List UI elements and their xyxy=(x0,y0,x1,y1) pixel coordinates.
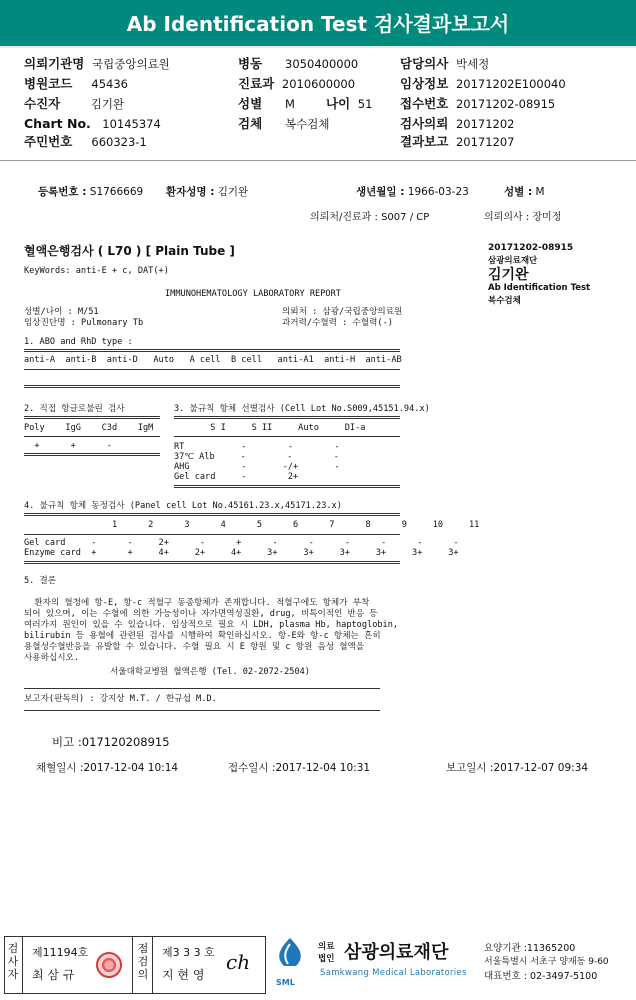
section4-rule-top xyxy=(24,513,400,516)
report-title: Ab Identification Test 검사결과보고서 xyxy=(0,0,636,48)
header-mid-0: 병동 3050400000 xyxy=(238,56,359,71)
label-org: 삼광의료재단 xyxy=(488,256,538,266)
label-name: 김기완 xyxy=(488,267,529,283)
sig-divider-3 xyxy=(152,936,153,994)
reviewer-signature: ch xyxy=(226,950,251,974)
client-org: 의뢰처 : 삼광/국립중앙의료원 xyxy=(282,307,403,317)
reporter-rule-bottom xyxy=(24,710,380,711)
section4-gel-row: Gel card - - 2+ - + - - - - - - xyxy=(24,538,459,548)
section2-header: Poly IgG C3d IgM xyxy=(24,423,154,433)
section4-title: 4. 불규칙 항체 동정검사 (Panel cell Lot No.45161.23.x,45171.23.x) xyxy=(24,501,342,511)
reviewer-license: 제3 3 3 호 xyxy=(162,946,215,959)
conclusion-line-3: 여러가지 원인이 있을 수 있습니다. 임상적으로 필요 시 LDH, plasma Hb, haptoglobin, xyxy=(24,620,399,630)
org-type-2: 법인 xyxy=(318,954,335,964)
section2-rule-bottom xyxy=(24,453,160,456)
section3-rule-mid xyxy=(174,436,400,437)
reporter-rule-top xyxy=(24,688,380,689)
org-english-name: Samkwang Medical Laboratories xyxy=(320,968,467,978)
header-mid-2: 성별 M xyxy=(238,96,295,111)
examiner-name: 최 삼 규 xyxy=(32,968,75,982)
examiner-license: 제11194호 xyxy=(32,946,89,959)
conclusion-line-5: 용혈성수혈반응을 유발할 수 있습니다. 수혈 필요 시 E 항원 및 c 항원 음성 혈액을 xyxy=(24,642,365,652)
section3-title: 3. 불규칙 항체 선별검사 (Cell Lot No.S009,45151.94.x) xyxy=(174,404,430,414)
remark: 비고 :017120208915 xyxy=(52,735,170,749)
header-right-1: 임상정보 20171202E100040 xyxy=(400,76,566,91)
header-right-3: 검사의뢰 20171202 xyxy=(400,116,515,131)
section4-rule-bottom xyxy=(24,561,400,564)
section3-row-gel: Gel card - 2+ xyxy=(174,472,299,482)
section1-rule-bottom xyxy=(24,385,400,388)
conclusion-line-6: 사용하십시오. xyxy=(24,653,79,663)
header-mid-1: 진료과 2010600000 xyxy=(238,76,356,91)
care-code: 요양기관 :11365200 xyxy=(484,943,576,954)
section2-title: 2. 직접 항글로불린 검사 xyxy=(24,404,125,414)
org-logo-icon xyxy=(270,936,310,980)
section5-title: 5. 결론 xyxy=(24,576,57,586)
label-number: 20171202-08915 xyxy=(488,243,574,253)
header-left-3: Chart No. 10145374 xyxy=(24,116,161,131)
header-mid-3: 검체 복수검체 xyxy=(238,116,330,131)
section3-row-ahg: AHG - -/+ - xyxy=(174,462,340,472)
section1-header: anti-A anti-B anti-D Auto A cell B cell anti-A1 anti-H anti-AB xyxy=(24,355,402,365)
hospital-line: 서울대학교병원 혈액은행 (Tel. 02-2072-2504) xyxy=(110,667,310,677)
header-left-2: 수진자 김기완 xyxy=(24,96,125,111)
section1-rule-top xyxy=(24,349,400,352)
section2-rule-top xyxy=(24,416,160,419)
patient-sex: 성별 : M xyxy=(504,186,545,198)
sig-divider-2 xyxy=(132,936,133,994)
header-right-0: 담당의사 박세정 xyxy=(400,56,490,71)
receive-time: 접수일시 :2017-12-04 10:31 xyxy=(228,762,371,774)
birth-date: 생년월일 : 1966-03-23 xyxy=(356,186,469,198)
test-title: 혈액은행검사 ( L70 ) [ Plain Tube ] xyxy=(24,244,235,258)
transfusion-history: 과거력/수혈력 : 수혈력(-) xyxy=(282,318,393,328)
footer xyxy=(0,934,636,1000)
section3-row-alb: 37℃ Alb - - - xyxy=(174,452,339,462)
conclusion-line-4: bilirubin 등 용혈에 관련된 검사를 시행하여 확인하십시오. 항-E와 항-c 항체는 흔히 xyxy=(24,631,381,641)
section4-rule-mid xyxy=(24,534,400,535)
examiner-seal-icon xyxy=(96,952,122,978)
header-left-4: 주민번호 660323-1 xyxy=(24,134,147,149)
lab-report-title: IMMUNOHEMATOLOGY LABORATORY REPORT xyxy=(165,289,341,299)
org-address: 서울특별시 서초구 양재동 9-60 xyxy=(484,957,609,967)
header-age: 나이 51 xyxy=(326,96,373,111)
section2-rule-mid xyxy=(24,436,160,437)
reviewer-name: 지 현 영 xyxy=(162,968,205,982)
conclusion-line-1: 환자의 혈청에 항-E, 항-c 적혈구 동종항체가 존재합니다. 적혈구에도 항체가 부착 xyxy=(24,598,370,608)
sex-age: 성별/나이 : M/51 xyxy=(24,307,99,317)
keywords: KeyWords: anti-E + c, DAT(+) xyxy=(24,266,169,276)
header-right-2: 접수번호 20171202-08915 xyxy=(400,96,556,111)
header-divider xyxy=(0,160,636,161)
examiner-label: 검 사 자 xyxy=(7,942,19,981)
label-test: Ab Identification Test xyxy=(488,283,591,293)
header-left-1: 병원코드 45436 xyxy=(24,76,128,91)
section3-row-rt: RT - - - xyxy=(174,442,340,452)
section3-header: S I S II Auto DI-a xyxy=(174,423,366,433)
org-name: 삼광의료재단 xyxy=(344,942,449,963)
collect-time: 채혈일시 :2017-12-04 10:14 xyxy=(36,762,179,774)
reg-number: 등록번호 : S1766669 xyxy=(38,186,144,198)
section4-header: 1 2 3 4 5 6 7 8 9 10 11 xyxy=(24,520,480,530)
section1-title: 1. ABO and RhD type : xyxy=(24,337,133,347)
reviewer-label: 점 검 의 xyxy=(137,942,149,981)
org-type-1: 의료 xyxy=(318,942,335,952)
reporter: 보고자(판독의) : 강지상 M.T. / 한규섭 M.D. xyxy=(24,694,217,704)
clinical-diagnosis: 임상진단명 : Pulmonary Tb xyxy=(24,318,144,328)
label-specimen: 복수검체 xyxy=(488,296,521,306)
header-left-0: 의뢰기관명 국립중앙의료원 xyxy=(24,56,170,71)
conclusion-line-2: 되어 있으며, 이는 수혈에 의한 가능성이나 자가면역성질환, drug, 비특이적인 반응 등 xyxy=(24,609,378,619)
referral-doctor: 의뢰의사 : 장미정 xyxy=(484,212,562,223)
section3-rule-bottom xyxy=(174,485,400,488)
section1-rule-mid xyxy=(24,369,400,370)
section3-rule-top xyxy=(174,416,400,419)
section4-enzyme-row: Enzyme card + + 4+ 2+ 4+ 3+ 3+ 3+ 3+ 3+ 3+ xyxy=(24,548,459,558)
header-right-4: 결과보고 20171207 xyxy=(400,134,515,149)
patient-name: 환자성명 : 김기완 xyxy=(166,186,249,198)
org-logo-text: SML xyxy=(276,978,295,987)
org-phone: 대표번호 : 02-3497-5100 xyxy=(484,971,598,982)
referral-dept: 의뢰처/진료과 : S007 / CP xyxy=(310,212,430,223)
report-time: 보고일시 :2017-12-07 09:34 xyxy=(446,762,589,774)
section2-values: + + - xyxy=(24,441,112,451)
sig-divider-1 xyxy=(22,936,23,994)
